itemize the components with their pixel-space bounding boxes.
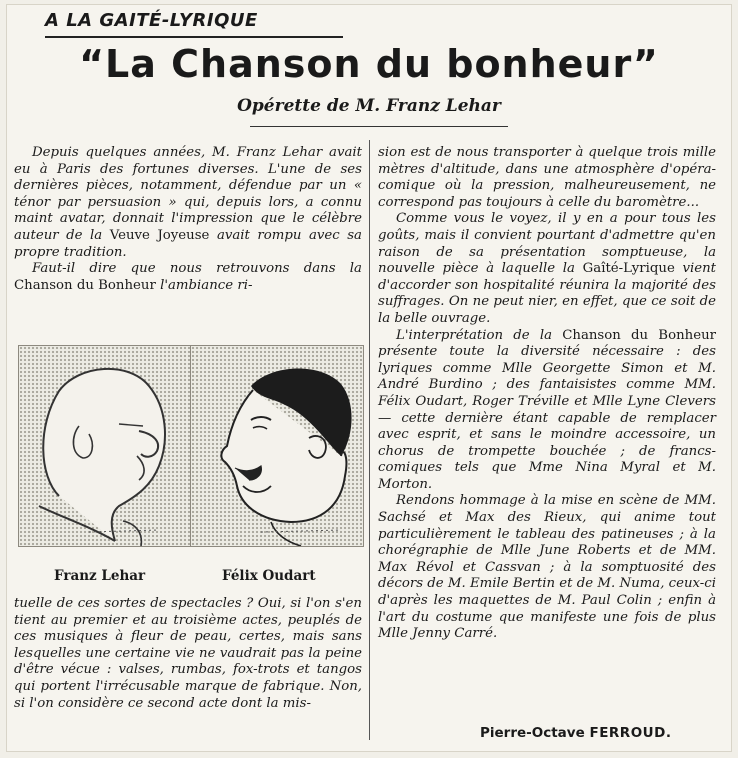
text-roman: Veuve Joyeuse <box>109 227 210 243</box>
left-column-top <box>14 145 362 294</box>
paragraph: sion est de nous transporter à quelque trois mille mètres d'altitude, dans une atmosphère d'opéra-comique où la pression, malheureusement, ne correspond pas toujours à celle du baromètre... <box>378 145 716 210</box>
paragraph: Rendons hommage à la mise en scène de MM. Sachsé et Max des Rieux, qui anime tout particulièrement le tableau des patineuses ; à la chorégraphie de Mlle June Roberts et de MM. Max Révol et Cassvan ; à la somptuosité des décors de M. Emile Bertin et de M. Numa, ceux-ci d'après les maquettes de M. Paul Colin ; enfin à l'art du costume que manifeste une fois de plus Mlle Jenny Carré. <box>378 493 716 642</box>
article-headline: “La Chanson du bonheur” <box>79 42 659 86</box>
author-signature <box>480 725 671 741</box>
left-column-bottom <box>14 596 362 712</box>
text: avait rompu avec sa propre tradition. <box>14 227 362 260</box>
caption-franz-lehar: Franz Lehar <box>54 568 146 584</box>
section-rubric: A LA GAITÉ-LYRIQUE <box>45 10 258 31</box>
text-roman: Gaîté-Lyrique <box>582 261 675 277</box>
text-roman: Chanson du Bonheur <box>14 277 156 293</box>
text: L'interprétation de la <box>396 327 552 343</box>
author-surname: FERROUD. <box>589 725 672 741</box>
right-column <box>378 145 716 643</box>
paragraph <box>378 328 716 494</box>
text: Faut-il dire que nous retrouvons dans la <box>32 261 362 277</box>
caricature-drawing <box>191 346 364 547</box>
caricature-franz-lehar <box>18 345 192 547</box>
text: Depuis quelques années, M. Franz Lehar avait eu à Paris des fortunes diverses. L'une de ses dernières pièces, notamment, défendue par un « ténor par persuasion » qui, depuis lors, a connu maint avatar, donnait l'impression que le célèbre auteur de la <box>14 145 362 243</box>
paragraph <box>378 211 716 327</box>
text: Comme vous le voyez, il y en a pour tous les goûts, mais il convient pourtant d'admettre qu'en raison de sa présentation somptueuse, la nouvelle pièce à laquelle la <box>378 211 716 277</box>
paragraph: tuelle de ces sortes de spectacles ? Oui, si l'on s'en tient au premier et au troisième actes, peuplés de ces musiques à fleur de peau, certes, mais sans lesquelles une certaine vie ne vaudrait pas la peine d'être vécue : valses, rumbas, fox-trots et tangos qui portent l'irrécusable marque de fabrique. Non, si l'on considère ce second acte dont la mis- <box>14 596 362 711</box>
subhead-rule <box>250 126 508 127</box>
paragraph <box>14 145 362 261</box>
text: vient d'accorder son hospitalité réunira la majorité des suffrages. On ne peut nier, en effet, que ce soit de la belle ouvrage. <box>378 261 716 326</box>
text: l'ambiance ri- <box>160 277 253 293</box>
rubric-underline <box>45 36 343 38</box>
text-roman: Chanson du Bonheur <box>562 327 716 343</box>
author-first-name: Pierre-Octave <box>480 725 585 741</box>
caption-felix-oudart: Félix Oudart <box>222 568 316 584</box>
caricature-felix-oudart <box>190 345 364 547</box>
article-subhead: Opérette de M. Franz Lehar <box>237 96 501 116</box>
caricature-drawing <box>19 346 192 547</box>
text: présente toute la diversité nécessaire : des lyriques comme Mlle Georgette Simon et M. André Burdino ; des fantaisistes comme MM. Félix Oudart, Roger Tréville et Mlle Lyne Clevers — cette dernière étant capable de remplacer avec esprit, et sans le moindre accessoire, un chorus de trompette bouchée ; de francs-comiques tels que Mme Nina Myral et M. Morton. <box>378 344 716 492</box>
column-divider <box>369 140 370 740</box>
paragraph <box>14 261 362 294</box>
